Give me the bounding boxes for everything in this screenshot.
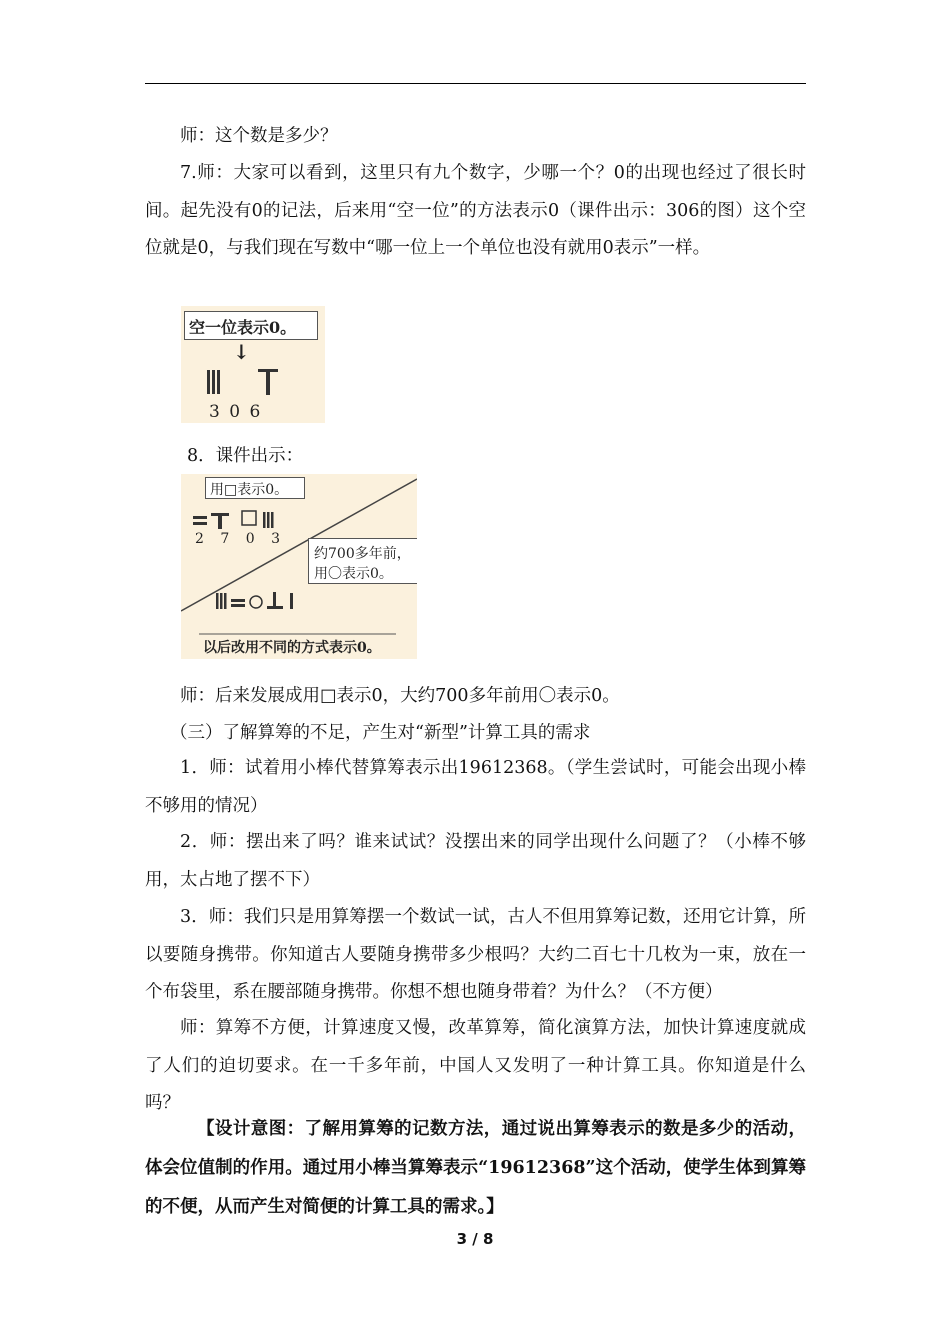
figure-306-digits: 3 0 6 bbox=[209, 402, 263, 422]
figure-306-caption: 空一位表示0。 bbox=[189, 318, 297, 337]
figure-306 bbox=[181, 306, 325, 423]
figure-digits-2703: 2 7 0 3 bbox=[195, 531, 286, 547]
paragraph-8: 8．课件出示： bbox=[187, 446, 304, 466]
figure-box-circle-line2: 用〇表示0。 bbox=[314, 566, 393, 582]
design-intent: 【设计意图：了解用算筹的记数方法，通过说出算筹表示的数是多少的活动，体会位值制的作用。通过用小棒当算筹表示“19612368”这个活动，使学生体到算筹的不便，从而产生对简便的计算工具的需求。】 bbox=[145, 1119, 806, 1217]
paragraph-teacher-question: 师：这个数是多少？ bbox=[180, 126, 338, 146]
rods-bottom-sequence bbox=[216, 592, 293, 609]
paragraph-2: 2．师：摆出来了吗？谁来试试？没摆出来的同学出现什么问题了？（小棒不够用，太占地了摆不下） bbox=[145, 832, 806, 890]
paragraph-3: 3．师：我们只是用算筹摆一个数试一试，古人不但用算筹记数，还用它计算，所以要随身携带。你知道古人要随身携带多少根吗？大约二百七十几枚为一束，放在一个布袋里，系在腰部随身携带。你想不想也随身带着？为什么？（不方便） bbox=[145, 907, 806, 1002]
header-rule bbox=[145, 83, 806, 84]
paragraph-teacher-later: 师：后来发展成用□表示0，大约700多年前用〇表示0。 bbox=[180, 686, 620, 706]
paragraph-teacher-abacus: 师：算筹不方便，计算速度又慢，改革算筹，简化演算方法，加快计算速度就成了人们的迫切要求。在一千多年前，中国人又发明了一种计算工具。你知道是什么吗？ bbox=[145, 1018, 806, 1113]
rods-2703 bbox=[193, 511, 274, 529]
down-arrow-icon: ↓ bbox=[233, 340, 250, 364]
figure-bottom-caption: 以后改用不同的方式表示0。 bbox=[203, 640, 381, 656]
figure-box-circle-line1: 约700多年前， bbox=[314, 546, 411, 562]
figure-box-square-text: 用□表示0。 bbox=[210, 482, 289, 498]
paragraph-7: 7.师：大家可以看到，这里只有九个数字，少哪一个？0的出现也经过了很长时间。起先没有0的记法，后来用“空一位”的方法表示0（课件出示：306的图）这个空位就是0，与我们现在写数中“哪一位上一个单位也没有就用0表示”一样。 bbox=[145, 163, 806, 258]
rod-digit-3 bbox=[207, 370, 220, 394]
rod-digit-6 bbox=[258, 369, 278, 395]
figure-zero-history bbox=[181, 474, 417, 659]
page-number: 3 / 8 bbox=[456, 1230, 494, 1248]
section-heading-3: （三）了解算筹的不足，产生对“新型”计算工具的需求 bbox=[170, 723, 591, 743]
paragraph-1: 1．师：试着用小棒代替算筹表示出19612368。（学生尝试时，可能会出现小棒不够用的情况） bbox=[145, 758, 806, 816]
